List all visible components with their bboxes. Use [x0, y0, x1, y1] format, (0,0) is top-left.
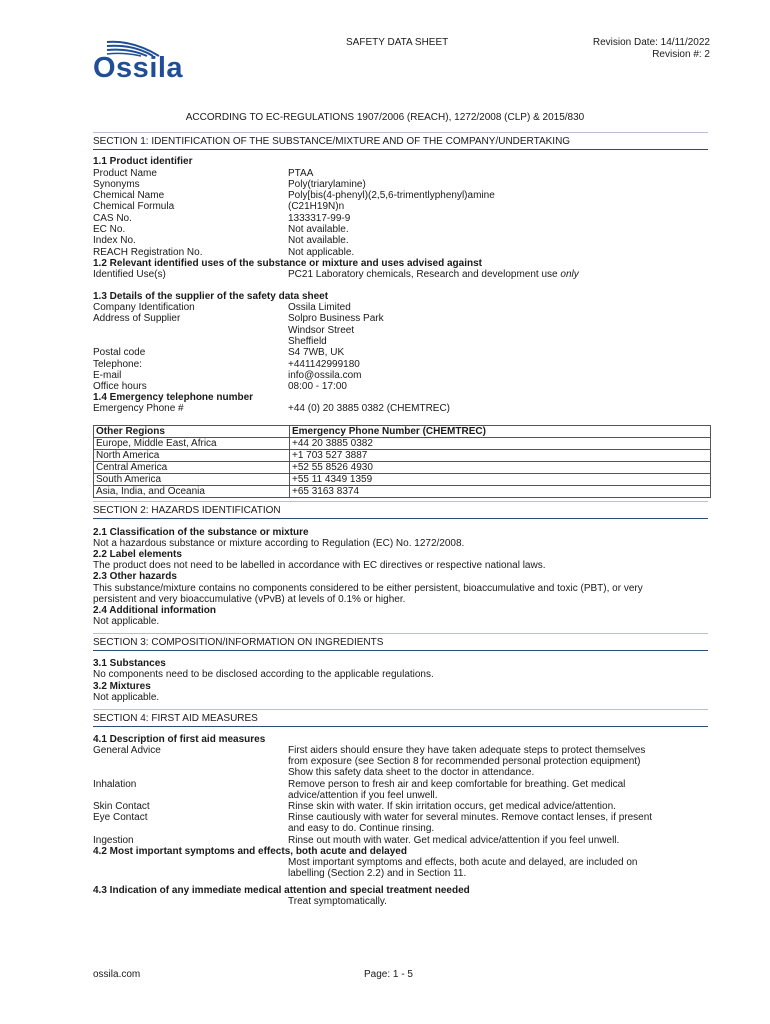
- ingestion-row: Ingestion Rinse out mouth with water. Get medical advice/attention if you feel unwell.: [93, 835, 620, 846]
- product-identifier-value: Not available.: [288, 224, 349, 235]
- product-identifier-row: [93, 168, 708, 179]
- text-3-1: No components need to be disclosed according to the applicable regulations.: [93, 669, 434, 680]
- heading-4-2: 4.2 Most important symptoms and effects, both acute and delayed: [93, 846, 407, 857]
- product-identifier-row: [93, 247, 708, 258]
- text-3-2: Not applicable.: [93, 692, 160, 703]
- eye-contact-label: Eye Contact: [93, 812, 148, 823]
- table-header-regions: Other Regions: [94, 426, 290, 438]
- product-identifier-label: Synonyms: [93, 178, 140, 190]
- emergency-phone-label: Emergency Phone #: [93, 403, 184, 414]
- text-4-2-line1: Most important symptoms and effects, both acute and delayed, are included on: [288, 857, 638, 868]
- inhalation-row: Inhalation Remove person to fresh air and keep comfortable for breathing. Get medical: [93, 779, 626, 790]
- revision-number: Revision #: 2: [652, 49, 710, 60]
- supplier-detail-value: +441142999180: [288, 358, 360, 370]
- phone-cell: +1 703 527 3887: [290, 450, 711, 462]
- product-identifier-value: Poly[bis(4-phenyl)(2,5,6-trimentlyphenyl)amine: [288, 190, 495, 202]
- supplier-detail-row: [93, 359, 708, 370]
- text-4-3: Treat symptomatically.: [288, 896, 387, 907]
- product-identifier-value: Not applicable.: [288, 246, 355, 258]
- phone-cell: +65 3163 8374: [290, 486, 711, 498]
- general-advice-line3: Show this safety data sheet to the doctor in attendance.: [288, 767, 535, 778]
- emergency-phone-value: +44 (0) 20 3885 0382 (CHEMTREC): [288, 403, 451, 414]
- general-advice-line2: from exposure (see Section 8 for recommended personal protection equipment): [288, 756, 641, 767]
- region-cell: Central America: [94, 462, 290, 474]
- ingestion-label: Ingestion: [93, 835, 134, 846]
- supplier-detail-value: info@ossila.com: [288, 369, 362, 381]
- product-identifier-label: CAS No.: [93, 212, 132, 224]
- product-identifier-label: Product Name: [93, 167, 157, 179]
- text-2-2: The product does not need to be labelled in accordance with EC directives or respective national laws.: [93, 560, 546, 571]
- heading-2-3: 2.3 Other hazards: [93, 571, 177, 582]
- skin-contact-label: Skin Contact: [93, 801, 150, 812]
- region-cell: South America: [94, 474, 290, 486]
- eye-contact-line2: and easy to do. Continue rinsing.: [288, 823, 435, 834]
- document-title: SAFETY DATA SHEET: [346, 37, 449, 48]
- product-identifier-row: [93, 190, 708, 201]
- ossila-logo: [93, 38, 205, 84]
- table-row: [94, 474, 711, 486]
- heading-4-1: 4.1 Description of first aid measures: [93, 734, 266, 745]
- heading-1-2: 1.2 Relevant identified uses of the substance or mixture and uses advised against: [93, 258, 483, 269]
- section-3-heading: SECTION 3: COMPOSITION/INFORMATION ON INGREDIENTS: [93, 637, 708, 651]
- text-2-1: Not a hazardous substance or mixture according to Regulation (EC) No. 1272/2008.: [93, 538, 465, 549]
- regulations-line: ACCORDING TO EC-REGULATIONS 1907/2006 (REACH), 1272/2008 (CLP) & 2015/830: [185, 112, 585, 123]
- supplier-detail-label: Office hours: [93, 381, 147, 393]
- phone-cell: +55 11 4349 1359: [290, 474, 711, 486]
- logo-wordmark: Ossila: [93, 52, 184, 84]
- region-cell: North America: [94, 450, 290, 462]
- heading-1-1: 1.1 Product identifier: [93, 156, 193, 167]
- supplier-detail-label: Postal code: [93, 347, 146, 359]
- product-identifier-label: REACH Registration No.: [93, 246, 203, 258]
- product-identifier-row: [93, 235, 708, 246]
- supplier-detail-label: Address of Supplier: [93, 313, 181, 325]
- text-2-3-line2: persistent and very bioaccumulative (vPvB) at levels of 0.1% or higher.: [93, 594, 406, 605]
- supplier-detail-label: E-mail: [93, 369, 122, 381]
- identified-uses-label: Identified Use(s): [93, 269, 166, 280]
- supplier-detail-row: [93, 370, 708, 381]
- section-1-heading: SECTION 1: IDENTIFICATION OF THE SUBSTANCE/MIXTURE AND OF THE COMPANY/UNDERTAKING: [93, 136, 708, 150]
- supplier-detail-value: Solpro Business Park: [288, 313, 384, 325]
- revision-date: Revision Date: 14/11/2022: [592, 37, 710, 48]
- section-2-heading: SECTION 2: HAZARDS IDENTIFICATION: [93, 505, 708, 519]
- skin-contact-row: Skin Contact Rinse skin with water. If skin irritation occurs, get medical advice/attention.: [93, 801, 616, 812]
- product-identifier-value: Not available.: [288, 235, 349, 247]
- product-identifier-row: [93, 201, 708, 212]
- supplier-detail-row: [93, 336, 708, 347]
- table-header-phone: Emergency Phone Number (CHEMTREC): [290, 426, 711, 438]
- table-row: [94, 450, 711, 462]
- region-cell: Asia, India, and Oceania: [94, 486, 290, 498]
- phone-cell: +52 55 8526 4930: [290, 462, 711, 474]
- supplier-detail-label: Company Identification: [93, 302, 195, 313]
- footer-page-number: Page: 1 - 5: [364, 969, 413, 980]
- supplier-detail-row: [93, 325, 708, 336]
- supplier-detail-value: 08:00 - 17:00: [288, 381, 347, 393]
- phone-cell: +44 20 3885 0382: [290, 438, 711, 450]
- heading-1-3: 1.3 Details of the supplier of the safety data sheet: [93, 291, 329, 302]
- emergency-phone-row: [93, 403, 708, 414]
- product-identifier-value: (C21H19N)n: [288, 201, 345, 213]
- footer-site: ossila.com: [93, 969, 141, 980]
- product-identifier-label: Chemical Name: [93, 190, 165, 202]
- product-identifier-row: [93, 179, 708, 190]
- eye-contact-row: Eye Contact Rinse cautiously with water for several minutes. Remove contact lenses, if present: [93, 812, 653, 823]
- product-identifier-label: Chemical Formula: [93, 201, 175, 213]
- revision-info: [593, 37, 710, 61]
- table-row: [94, 462, 711, 474]
- inhalation-label: Inhalation: [93, 779, 137, 790]
- supplier-detail-row: [93, 302, 708, 313]
- text-2-4: Not applicable.: [93, 616, 160, 627]
- supplier-detail-row: [93, 347, 708, 358]
- table-row: [94, 486, 711, 498]
- product-identifier-row: [93, 224, 708, 235]
- identified-uses-value: PC21 Laboratory chemicals, Research and development use only: [288, 269, 579, 280]
- product-identifier-row: [93, 213, 708, 224]
- product-identifier-label: EC No.: [93, 224, 126, 235]
- region-cell: Europe, Middle East, Africa: [94, 438, 290, 450]
- supplier-detail-label: Telephone:: [93, 358, 142, 370]
- section-4-heading: SECTION 4: FIRST AID MEASURES: [93, 713, 708, 727]
- general-advice-label: General Advice: [93, 745, 161, 756]
- supplier-detail-row: [93, 313, 708, 324]
- inhalation-line2: advice/attention if you feel unwell.: [288, 790, 438, 801]
- supplier-detail-value: Sheffield: [288, 335, 327, 347]
- table-header-row: [94, 426, 711, 438]
- emergency-regions-table: [93, 425, 711, 498]
- product-identifier-value: Poly(triarylamine): [288, 178, 366, 190]
- heading-2-2: 2.2 Label elements: [93, 549, 182, 560]
- product-identifier-value: PTAA: [288, 167, 314, 179]
- product-identifier-label: Index No.: [93, 235, 136, 247]
- heading-2-4: 2.4 Additional information: [93, 605, 216, 616]
- table-row: [94, 438, 711, 450]
- product-identifier-value: 1333317-99-9: [288, 212, 351, 224]
- heading-4-3: 4.3 Indication of any immediate medical attention and special treatment needed: [93, 885, 470, 896]
- supplier-detail-value: Ossila Limited: [288, 302, 351, 313]
- general-advice-row: General Advice First aiders should ensure they have taken adequate steps to protect themselves: [93, 745, 646, 756]
- heading-2-1: 2.1 Classification of the substance or mixture: [93, 527, 309, 538]
- supplier-detail-value: Windsor Street: [288, 324, 355, 336]
- supplier-detail-row: [93, 381, 708, 392]
- heading-3-2: 3.2 Mixtures: [93, 681, 151, 692]
- supplier-detail-value: S4 7WB, UK: [288, 347, 345, 359]
- text-4-2-line2: labelling (Section 2.2) and in Section 11.: [288, 868, 467, 879]
- heading-1-4: 1.4 Emergency telephone number: [93, 392, 254, 403]
- text-2-3-line1: This substance/mixture contains no components considered to be either persistent, bioaccumulative and toxic (PBT), or very: [93, 583, 643, 594]
- identified-uses-row: [93, 269, 708, 280]
- heading-3-1: 3.1 Substances: [93, 658, 166, 669]
